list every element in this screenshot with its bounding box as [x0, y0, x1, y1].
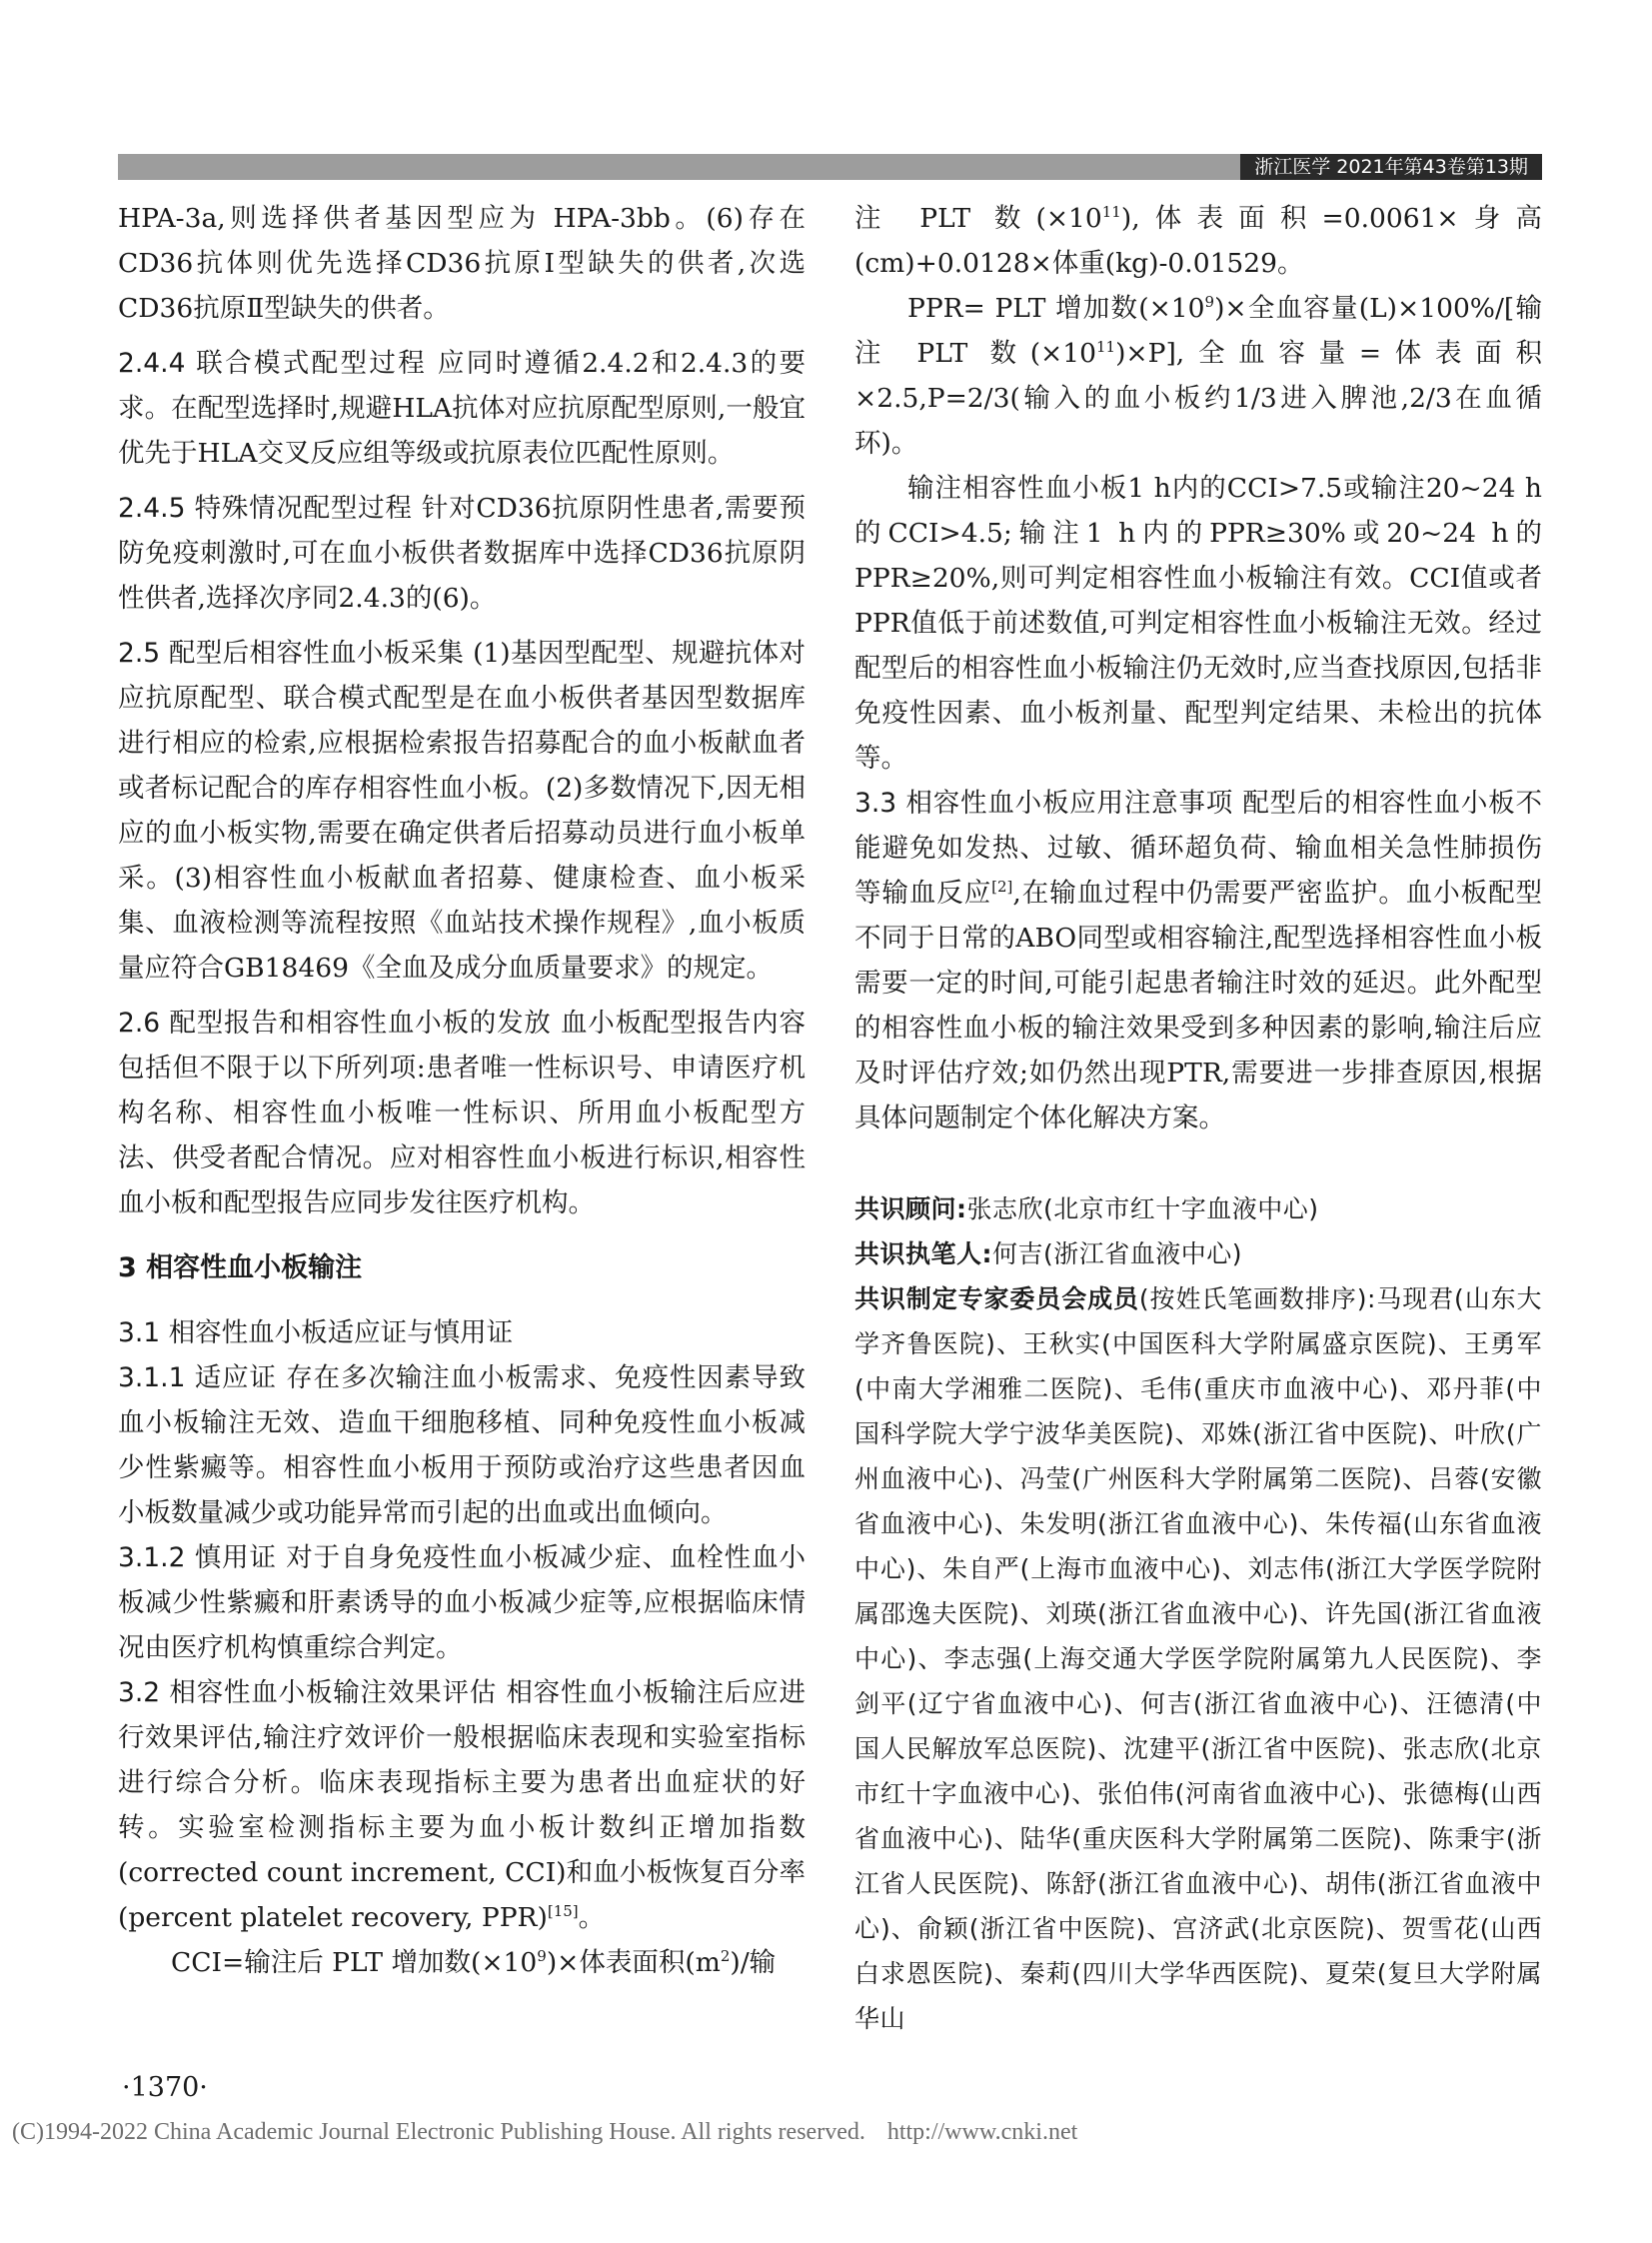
consensus-committee [854, 1276, 1542, 2041]
section-2-6 [118, 1001, 806, 1225]
section-3-1-2-body: 对于自身免疫性血小板减少症、血栓性血小板减少性紫癜和肝素诱导的血小板减少症等,应根据临床情况由医疗机构慎重综合判定。 [118, 1542, 806, 1663]
section-2-4-5-body: 针对CD36抗原阴性患者,需要预防免疫刺激时,可在血小板供者数据库中选择CD36抗原阴性供者,选择次序同2.4.3的(6)。 [118, 493, 806, 614]
consensus-credits [854, 1186, 1542, 2041]
section-2-5-heading: 2.5 配型后相容性血小板采集 [118, 638, 465, 669]
section-2-5 [118, 631, 806, 991]
right-column [854, 196, 1542, 2041]
section-2-4-5 [118, 486, 806, 621]
consensus-writer [854, 1231, 1542, 1276]
cci-text-d: 注 PLT 数(×10 [854, 203, 1102, 234]
cci-text-b: )×体表面积(m [546, 1947, 721, 1978]
footer [0, 2119, 1652, 2146]
section-3-2-end: 。 [578, 1902, 606, 1933]
section-3-3-body-b: ,在输血过程中仍需要严密监护。血小板配型不同于日常的ABO同型或相容输注,配型选择相容性血小板需要一定的时间,可能引起患者输注时效的延迟。此外配型的相容性血小板的输注效果受到多种因素的影响,输注后应及时评估疗效;如仍然出现PTR,需要进一步排查原因,根据具体问题制定个体化解决方案。 [854, 878, 1542, 1133]
advisor-value: 张志欣(北京市红十字血液中心) [966, 1194, 1319, 1223]
section-2-6-body: 血小板配型报告内容包括但不限于以下所列项:患者唯一性标识号、申请医疗机构名称、相容性血小板唯一性标识、所用血小板配型方法、供受者配合情况。应对相容性血小板进行标识,相容性血小板和配型报告应同步发往医疗机构。 [118, 1008, 806, 1218]
footer-copyright: (C)1994-2022 China Academic Journal Electronic Publishing House. All rights reserved. [12, 2119, 865, 2145]
page-number: ·1370· [122, 2072, 208, 2103]
committee-note: (按姓氏笔画数排序): [1138, 1284, 1376, 1313]
writer-value: 何吉(浙江省血液中心) [992, 1239, 1243, 1268]
ppr-text-c: )×P],全血容量=体表面积×2.5,P=2/3(输入的血小板约1/3进入脾池,2/3在血循环)。 [854, 338, 1542, 459]
section-3-1-1 [118, 1355, 806, 1535]
section-3-title: 3 相容性血小板输注 [118, 1252, 363, 1283]
evaluation-paragraph: 输注相容性血小板1 h内的CCI>7.5或输注20~24 h的CCI>4.5;输注1 h内的PPR≥30%或20~24 h的PPR≥20%,则可判定相容性血小板输注有效。CCI值或者PPR值低于前述数值,可判定相容性血小板输注无效。经过配型后的相容性血小板输注仍无效时,应当查找原因,包括非免疫性因素、血小板剂量、配型判定结果、未检出的抗体等。 [854, 473, 1542, 774]
section-3-1-1-heading: 3.1.1 适应证 [118, 1362, 277, 1393]
section-3-3-heading: 3.3 相容性血小板应用注意事项 [854, 788, 1234, 819]
ppr-text-b: )×全血容量(L)×100%/[输注 PLT 数(×10 [854, 293, 1542, 369]
citation-ref: [15] [547, 1902, 579, 1921]
paragraph-continued: HPA-3a,则选择供者基因型应为 HPA-3bb。(6)存在CD36抗体则优先选择CD36抗原Ⅰ型缺失的供者,次选CD36抗原Ⅱ型缺失的供者。 [118, 203, 806, 324]
committee-label: 共识制定专家委员会成员 [854, 1284, 1139, 1313]
cci-sup-1: 9 [537, 1947, 547, 1966]
citation-ref-2: [2] [991, 878, 1013, 897]
cci-text-a: CCI=输注后 PLT 增加数(×10 [171, 1947, 538, 1978]
advisor-label: 共识顾问: [854, 1194, 967, 1223]
ppr-formula [854, 286, 1542, 466]
section-2-4-4-body: 应同时遵循2.4.2和2.4.3的要求。在配型选择时,规避HLA抗体对应抗原配型原则,一般宜优先于HLA交叉反应组等级或抗原表位匹配性原则。 [118, 348, 806, 469]
section-3-3 [854, 781, 1542, 1140]
writer-label: 共识执笔人: [854, 1239, 992, 1268]
section-3-2-heading: 3.2 相容性血小板输注效果评估 [118, 1677, 498, 1708]
section-3-1-2-heading: 3.1.2 慎用证 [118, 1542, 277, 1573]
consensus-advisor [854, 1186, 1542, 1231]
left-column [118, 196, 806, 1985]
section-3-1-heading-text: 3.1 相容性血小板适应证与慎用证 [118, 1317, 514, 1348]
section-3-3-body-a: 配型后的相容性血小板不能避免如发热、过敏、循环超负荷、输血相关急性肺损伤等输血反应 [854, 788, 1542, 909]
section-3-1-heading [118, 1310, 806, 1355]
cci-formula-end [854, 196, 1542, 286]
footer-url[interactable]: http://www.cnki.net [886, 2119, 1078, 2145]
cci-sup-3: 11 [1101, 203, 1121, 222]
section-2-4-4-heading: 2.4.4 联合模式配型过程 [118, 348, 428, 379]
section-3-2-body: 相容性血小板输注后应进行效果评估,输注疗效评价一般根据临床表现和实验室指标进行综合分析。临床表现指标主要为患者出血症状的好转。实验室检测指标主要为血小板计数纠正增加指数(corrected count increment, CCI)和血小板恢复百分率(percent platelet recovery, PPR) [118, 1677, 806, 1933]
section-2-4-4 [118, 341, 806, 476]
committee-members: 马现君(山东大学齐鲁医院)、王秋实(中国医科大学附属盛京医院)、王勇军(中南大学湘雅二医院)、毛伟(重庆市血液中心)、邓丹菲(中国科学院大学宁波华美医院)、邓姝(浙江省中医院)、叶欣(广州血液中心)、冯莹(广州医科大学附属第二医院)、吕蓉(安徽省血液中心)、朱发明(浙江省血液中心)、朱传福(山东省血液中心)、朱自严(上海市血液中心)、刘志伟(浙江大学医学院附属邵逸夫医院)、刘瑛(浙江省血液中心)、许先国(浙江省血液中心)、李志强(上海交通大学医学院附属第九人民医院)、李剑平(辽宁省血液中心)、何吉(浙江省血液中心)、汪德清(中国人民解放军总医院)、沈建平(浙江省中医院)、张志欣(北京市红十字血液中心)、张伯伟(河南省血液中心)、张德梅(山西省血液中心)、陆华(重庆医科大学附属第二医院)、陈秉宇(浙江省人民医院)、陈舒(浙江省血液中心)、胡伟(浙江省血液中心)、俞颖(浙江省中医院)、宫济武(北京医院)、贺雪花(山西白求恩医院)、秦莉(四川大学华西医院)、夏荣(复旦大学附属华山 [854, 1284, 1542, 2033]
cci-formula-start [118, 1940, 806, 1985]
ppr-text-a: PPR= PLT 增加数(×10 [907, 293, 1205, 324]
cci-text-c: )/输 [730, 1947, 777, 1978]
section-2-4-5-heading: 2.4.5 特殊情况配型过程 [118, 493, 413, 524]
section-2-6-heading: 2.6 配型报告和相容性血小板的发放 [118, 1008, 552, 1039]
ppr-sup-2: 11 [1095, 338, 1116, 357]
section-3-1-2 [118, 1535, 806, 1670]
ppr-sup-1: 9 [1204, 293, 1215, 312]
journal-issue-label: 浙江医学 2021年第43卷第13期 [1240, 154, 1542, 180]
section-3-1-1-body: 存在多次输注血小板需求、免疫性因素导致血小板输注无效、造血干细胞移植、同种免疫性血小板减少性紫癜等。相容性血小板用于预防或治疗这些患者因血小板数量减少或功能异常而引起的出血或出血倾向。 [118, 1362, 806, 1528]
section-3-2 [118, 1670, 806, 1940]
section-2-5-body: (1)基因型配型、规避抗体对应抗原配型、联合模式配型是在血小板供者基因型数据库进行相应的检索,应根据检索报告招募配合的血小板献血者或者标记配合的库存相容性血小板。(2)多数情况下,因无相应的血小板实物,需要在确定供者后招募动员进行血小板单采。(3)相容性血小板献血者招募、健康检查、血小板采集、血液检测等流程按照《血站技术操作规程》,血小板质量应符合GB18469《全血及成分血质量要求》的规定。 [118, 638, 806, 984]
cci-sup-2: 2 [720, 1947, 731, 1966]
cci-text-e: ),体表面积=0.0061×身高(cm)+0.0128×体重(kg)-0.01529。 [854, 203, 1542, 279]
